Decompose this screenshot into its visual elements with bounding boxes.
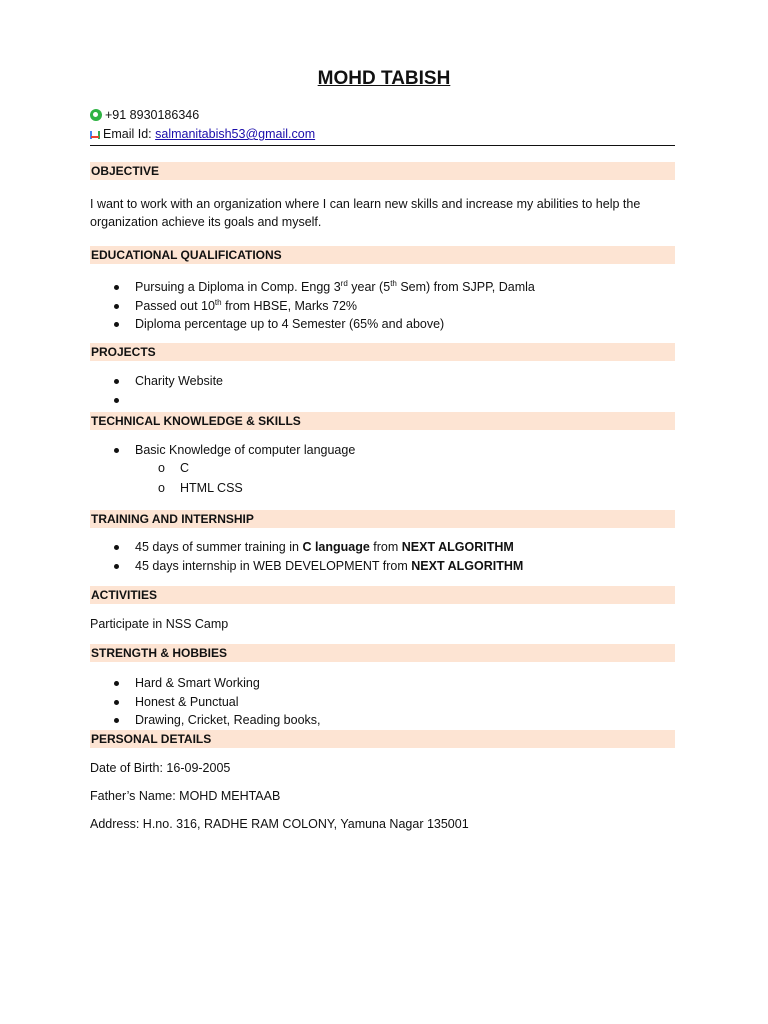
gmail-icon — [90, 131, 100, 139]
list-item: 45 days internship in WEB DEVELOPMENT from NEXT ALGORITHM — [90, 557, 675, 576]
list-item: Charity Website — [90, 372, 675, 391]
whatsapp-icon — [90, 109, 102, 121]
section-education-heading: EDUCATIONAL QUALIFICATIONS — [90, 246, 675, 264]
bullet — [114, 681, 119, 686]
bullet — [114, 564, 119, 569]
list-item — [90, 391, 675, 410]
bullet — [114, 718, 119, 723]
activities-text: Participate in NSS Camp — [90, 617, 229, 631]
list-item: 45 days of summer training in C language from NEXT ALGORITHM — [90, 538, 675, 557]
objective-line-2: organization achieve its goals and myself. — [90, 215, 322, 229]
phone-number: +91 8930186346 — [105, 108, 200, 122]
email-line — [90, 127, 315, 141]
skills-list — [90, 441, 675, 460]
section-training-heading: TRAINING AND INTERNSHIP — [90, 510, 675, 528]
section-objective-heading: OBJECTIVE — [90, 162, 675, 180]
bullet — [114, 304, 119, 309]
list-item: Pursuing a Diploma in Comp. Engg 3rd year (5th Sem) from SJPP, Damla — [90, 278, 675, 297]
bullet — [114, 700, 119, 705]
list-item: Hard & Smart Working — [90, 674, 675, 693]
bullet — [114, 379, 119, 384]
phone-line — [90, 108, 199, 122]
resume-name: MOHD TABISH — [317, 68, 451, 89]
projects-list — [90, 372, 675, 409]
section-activities-heading: ACTIVITIES — [90, 586, 675, 604]
bullet — [114, 322, 119, 327]
section-hobbies-heading: STRENGTH & HOBBIES — [90, 644, 675, 662]
objective-text — [90, 195, 675, 231]
objective-line-1: I want to work with an organization where I can learn new skills and increase my abilities to help the — [90, 197, 641, 211]
training-list — [90, 538, 675, 575]
list-item: o C — [158, 461, 190, 475]
address: Address: H.no. 316, RADHE RAM COLONY, Yamuna Nagar 135001 — [90, 817, 469, 831]
hobbies-list — [90, 674, 675, 730]
section-projects-heading: PROJECTS — [90, 343, 675, 361]
section-personal-heading: PERSONAL DETAILS — [90, 730, 675, 748]
list-item: Drawing, Cricket, Reading books, — [90, 711, 675, 730]
email-label: Email Id: — [103, 127, 152, 141]
list-item: Passed out 10th from HBSE, Marks 72% — [90, 297, 675, 316]
skills-sublist — [90, 459, 243, 498]
list-item: o HTML CSS — [158, 480, 243, 495]
date-of-birth: Date of Birth: 16-09-2005 — [90, 761, 231, 775]
section-skills-heading: TECHNICAL KNOWLEDGE & SKILLS — [90, 412, 675, 430]
list-item: Basic Knowledge of computer language — [90, 441, 675, 460]
bullet — [114, 398, 119, 403]
fathers-name: Father’s Name: MOHD MEHTAAB — [90, 789, 281, 803]
education-list — [90, 278, 675, 334]
email-link[interactable]: salmanitabish53@gmail.com — [155, 127, 316, 141]
bullet — [114, 285, 119, 290]
bullet — [114, 448, 119, 453]
list-item: Honest & Punctual — [90, 693, 675, 712]
list-item: Diploma percentage up to 4 Semester (65% and above) — [90, 315, 675, 334]
bullet — [114, 545, 119, 550]
header-divider — [90, 145, 675, 146]
